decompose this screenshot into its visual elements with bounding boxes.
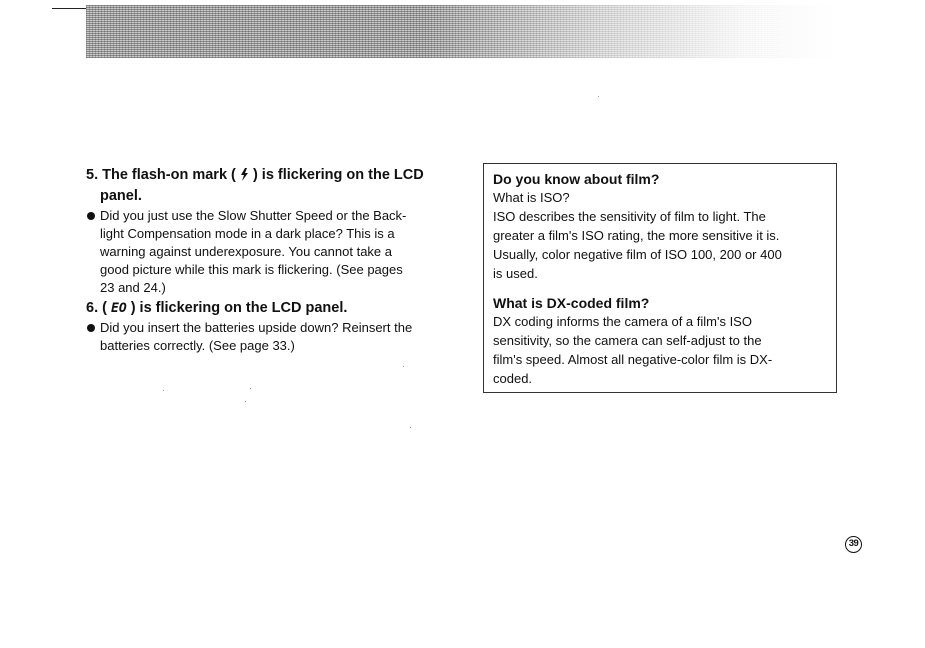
item-5-number: 5.: [86, 167, 99, 183]
info-box-line: DX coding informs the camera of a film's ISO: [493, 314, 752, 329]
item-5-line: 23 and 24.): [100, 280, 166, 295]
info-box-subheading: What is DX-coded film?: [493, 295, 650, 311]
info-box-line: film's speed. Almost all negative-color film is DX-: [493, 352, 773, 367]
item-6-title-start: (: [102, 300, 107, 316]
item-5-line: light Compensation mode in a dark place? This is a: [100, 226, 395, 241]
info-box-paragraph-1: [493, 188, 828, 283]
scan-speck: [410, 427, 411, 428]
item-5-body: [86, 207, 458, 297]
flash-lightning-icon: [240, 168, 249, 187]
scan-speck: [598, 96, 599, 97]
item-5-title-start: The flash-on mark (: [102, 167, 236, 183]
scan-speck: [250, 388, 251, 389]
item-5: [86, 166, 458, 297]
bullet-icon: [87, 212, 95, 220]
info-box-heading: Do you know about film?: [493, 171, 660, 187]
page-number: 39: [845, 536, 862, 553]
item-6-title-end: ) is flickering on the LCD panel.: [130, 300, 348, 316]
troubleshooting-column: [86, 166, 458, 355]
item-6-line: batteries correctly. (See page 33.): [100, 338, 295, 353]
item-6-heading: [86, 299, 458, 318]
battery-error-eo-icon: EO: [111, 301, 127, 316]
info-box-line: is used.: [493, 266, 538, 281]
info-box-line: What is ISO?: [493, 190, 570, 205]
header-halftone-band: [86, 5, 836, 58]
item-6-line: Did you insert the batteries upside down? Reinsert the: [100, 320, 413, 335]
item-5-line: good picture while this mark is flickering. (See pages: [100, 262, 403, 277]
item-5-line: warning against underexposure. You cannot take a: [100, 244, 392, 259]
item-5-heading: [86, 166, 458, 206]
item-6-number: 6.: [86, 300, 99, 316]
bullet-icon: [87, 324, 95, 332]
info-box-line: greater a film's ISO rating, the more sensitive it is.: [493, 228, 780, 243]
info-box-line: sensitivity, so the camera can self-adjust to the: [493, 333, 762, 348]
scan-speck: [163, 390, 164, 391]
item-5-title-continuation: panel.: [100, 188, 142, 204]
scan-speck: [245, 401, 246, 402]
item-5-title-end: ) is flickering on the LCD: [252, 167, 424, 183]
scan-speck: [403, 366, 404, 367]
item-5-line: Did you just use the Slow Shutter Speed or the Back-: [100, 208, 407, 223]
item-6-body: [86, 319, 458, 355]
info-box-paragraph-2: [493, 312, 828, 388]
film-info-box: [483, 163, 837, 393]
item-6: [86, 299, 458, 355]
info-box-line: ISO describes the sensitivity of film to light. The: [493, 209, 766, 224]
info-box-line: Usually, color negative film of ISO 100, 200 or 400: [493, 247, 782, 262]
info-box-line: coded.: [493, 371, 533, 386]
